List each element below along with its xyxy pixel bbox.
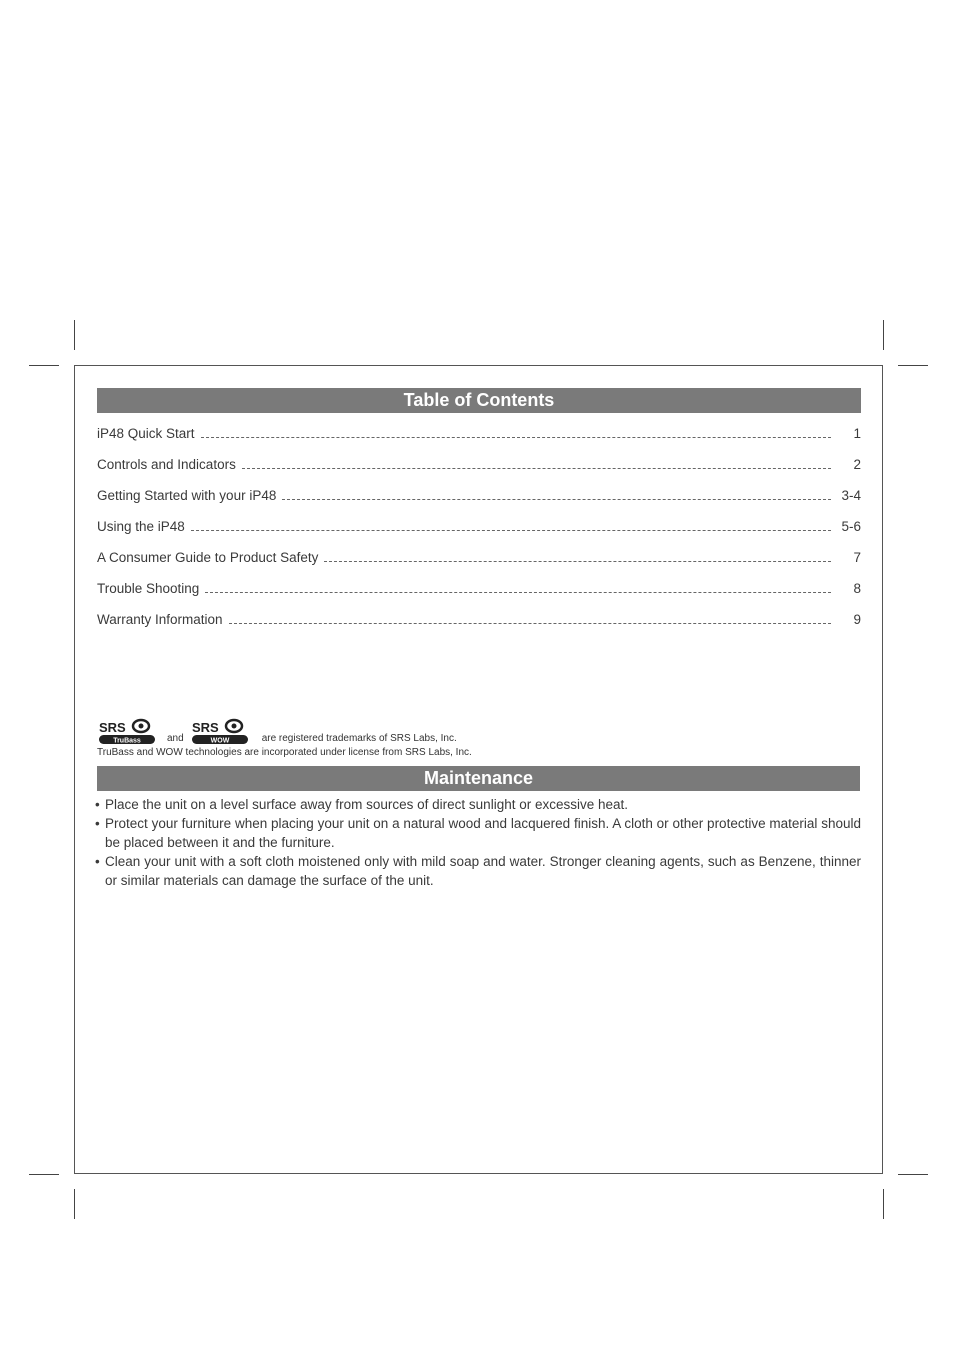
toc-entry-page: 1 [853,426,861,441]
toc-leader [205,591,831,593]
crop-mark-bottom-left-h [29,1174,59,1175]
toc-entry[interactable] [97,581,861,612]
toc-entry[interactable] [97,519,861,550]
toc-entry-label: iP48 Quick Start [97,426,195,441]
crop-mark-bottom-right-v [883,1189,884,1219]
toc-title: Table of Contents [97,388,861,413]
maintenance-list [95,795,861,890]
toc-entry-page: 2 [853,457,861,472]
toc-leader [229,622,831,624]
crop-mark-bottom-right-h [898,1174,928,1175]
tm-and-text: and [167,733,184,744]
toc-entry-page: 3-4 [841,488,861,503]
logo-sub: TruBass [113,737,141,745]
maintenance-title: Maintenance [97,766,860,791]
toc-entry[interactable] [97,550,861,581]
toc-entry-label: A Consumer Guide to Product Safety [97,550,319,565]
tm-registered-text: are registered trademarks of SRS Labs, Inc. [261,733,457,744]
toc-list [97,426,861,643]
list-item [95,814,861,852]
bullet: • [95,854,100,869]
crop-mark-top-right-h [898,365,928,366]
toc-entry-page: 8 [853,581,861,596]
toc-entry[interactable] [97,612,861,643]
srs-wow-logo [190,718,250,746]
logo-brand: SRS [99,720,126,735]
toc-leader [191,529,831,531]
list-item [95,795,861,814]
crop-mark-bottom-left-v [74,1189,75,1219]
toc-leader [282,498,831,500]
tm-license-text: TruBass and WOW technologies are incorporated under license from SRS Labs, Inc. [97,747,472,758]
toc-entry[interactable] [97,426,861,457]
toc-leader [201,436,831,438]
toc-entry-label: Trouble Shooting [97,581,200,596]
list-item-text: Protect your furniture when placing your unit on a natural wood and lacquered finish. A cloth or other protective material should be placed between it and the furniture. [105,816,861,850]
crop-mark-top-left-v [74,320,75,350]
toc-leader [324,560,831,562]
list-item-text: Clean your unit with a soft cloth moistened only with mild soap and water. Stronger cleaning agents, such as Benzene, thinner or similar materials can damage the surface of the unit. [105,854,861,888]
toc-entry-label: Getting Started with your iP48 [97,488,277,503]
toc-entry[interactable] [97,457,861,488]
bullet: • [95,797,100,812]
bullet: • [95,816,100,831]
toc-entry-page: 7 [853,550,861,565]
toc-entry-label: Controls and Indicators [97,457,236,472]
crop-mark-top-right-v [883,320,884,350]
toc-entry[interactable] [97,488,861,519]
toc-entry-label: Warranty Information [97,612,223,627]
trademark-notice [97,718,861,758]
toc-entry-label: Using the iP48 [97,519,185,534]
logo-sub: WOW [210,737,230,745]
toc-entry-page: 5-6 [841,519,861,534]
crop-mark-top-left-h [29,365,59,366]
toc-leader [242,467,831,469]
logo-brand: SRS [191,720,219,735]
list-item [95,852,861,890]
toc-entry-page: 9 [853,612,861,627]
srs-trubass-logo [97,718,157,746]
list-item-text: Place the unit on a level surface away from sources of direct sunlight or excessive heat. [105,797,629,812]
page-frame [74,365,883,1174]
